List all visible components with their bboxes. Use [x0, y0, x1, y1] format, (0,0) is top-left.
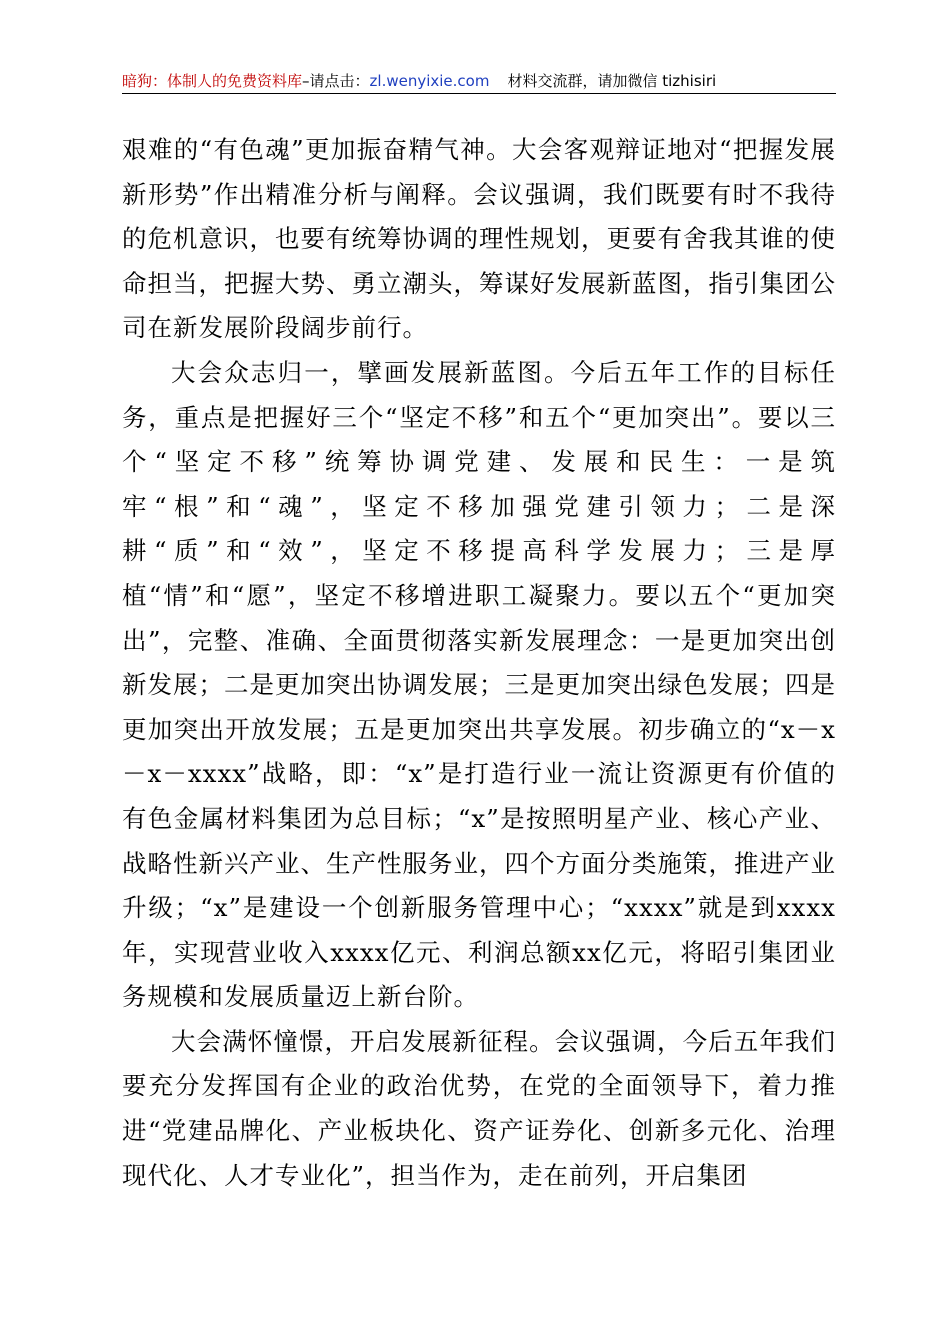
header-link[interactable]: zl.wenyixie.com [369, 72, 490, 90]
paragraph-new-journey: 大会满怀憧憬，开启发展新征程。会议强调，今后五年我们要充分发挥国有企业的政治优势，在党的全面领导下，着力推进“党建品牌化、产业板块化、资产证券化、创新多元化、治理现代化、人才专业化”，担当作为，走在前列，开启集团 [122, 1026, 836, 1190]
paragraph-continuation: 艰难的“有色魂”更加振奋精气神。大会客观辩证地对“把握发展新形势”作出精准分析与阐释。会议强调，我们既要有时不我待的危机意识，也要有统筹协调的理性规划，更要有舍我其谁的使命担当，把握大势、勇立潮头，筹谋好发展新蓝图，指引集团公司在新发展阶段阔步前行。 [122, 135, 836, 343]
header-divider [122, 93, 836, 94]
page-header [122, 70, 836, 92]
header-brand: 暗狗：体制人的免费资料库 [122, 72, 303, 90]
header-contact: 材料交流群，请加微信 tizhisiri [507, 72, 717, 90]
document-body [122, 128, 836, 1198]
paragraph-blueprint: 大会众志归一，擘画发展新蓝图。今后五年工作的目标任务，重点是把握好三个“坚定不移”和五个“更加突出”。要以三个“坚定不移”统筹协调党建、发展和民生：一是筑牢“根”和“魂”，坚定不移加强党建引领力；二是深耕“质”和“效”，坚定不移提高科学发展力；三是厚植“情”和“愿”，坚定不移增进职工凝聚力。要以五个“更加突出”，完整、准确、全面贯彻落实新发展理念：一是更加突出创新发展；二是更加突出协调发展；三是更加突出绿色发展；四是更加突出开放发展；五是更加突出共享发展。初步确立的“x－x－x－xxxx”战略，即：“x”是打造行业一流让资源更有价值的有色金属材料集团为总目标；“x”是按照明星产业、核心产业、战略性新兴产业、生产性服务业，四个方面分类施策，推进产业升级；“x”是建设一个创新服务管理中心；“xxxx”就是到xxxx年，实现营业收入xxxx亿元、利润总额xx亿元，将昭引集团业务规模和发展质量迈上新台阶。 [122, 357, 836, 1012]
header-cta: –请点击： [302, 72, 370, 90]
